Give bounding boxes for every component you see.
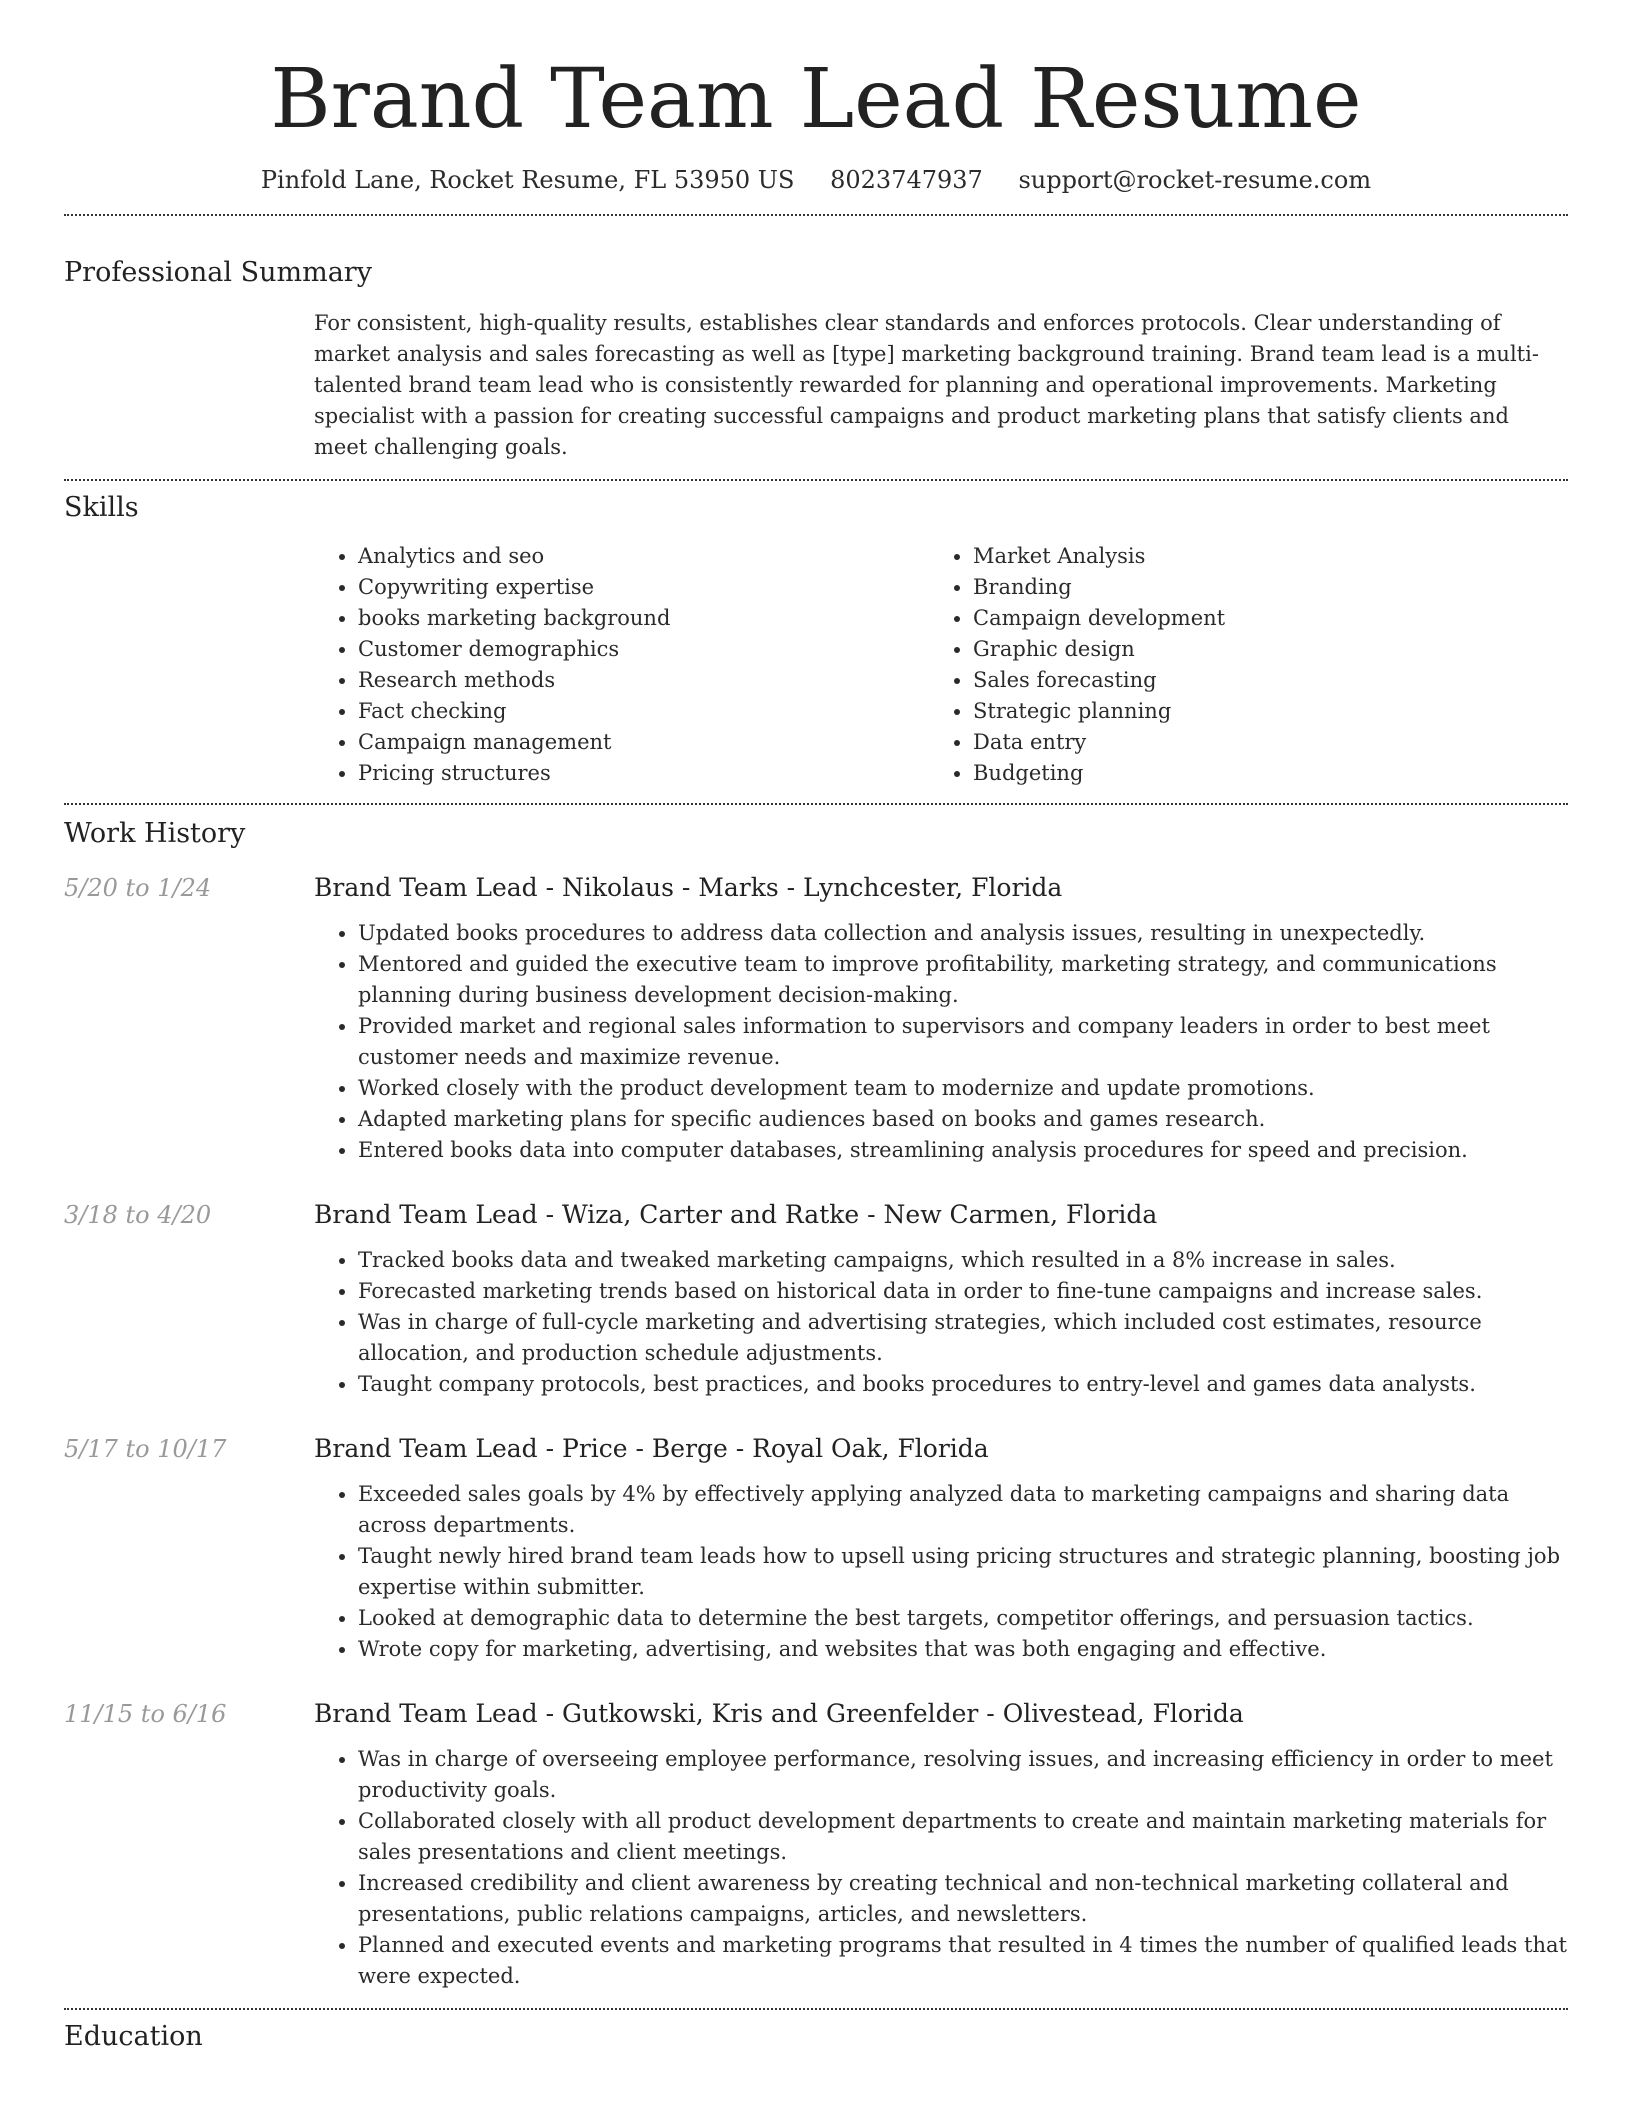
skill-item: • Strategic planning (973, 696, 1544, 727)
page-title: Brand Team Lead Resume (270, 52, 1362, 147)
skill-item: • Research methods (358, 665, 929, 696)
job-bullet: • Provided market and regional sales information to supervisors and company leaders in order to best meet customer needs and maximize revenue. (358, 1011, 1568, 1073)
section-heading: Education (64, 2021, 203, 2052)
skill-item: • Sales forecasting (973, 665, 1544, 696)
skills-list-left (314, 541, 929, 789)
section-heading: Work History (64, 818, 246, 849)
section-divider (64, 214, 1568, 216)
job-body (314, 1432, 1568, 1665)
skill-item: • Customer demographics (358, 634, 929, 665)
work-history-section (0, 805, 1632, 1992)
education-section (0, 2010, 1632, 2054)
job-bullet: • Taught newly hired brand team leads how to upsell using pricing structures and strategic planning, boosting job expertise within submitter. (358, 1541, 1568, 1603)
job-bullet: • Mentored and guided the executive team to improve profitability, marketing strategy, and communications planning during business development decision-making. (358, 949, 1568, 1011)
job-bullets (314, 918, 1568, 1166)
summary-text: For consistent, high-quality results, establishes clear standards and enforces protocols. Clear understanding of market analysis and sales forecasting as well as [type] marketing background training. Brand team lead is a multi-talented brand team lead who is consistently rewarded for planning and operational improvements. Marketing specialist with a passion for creating successful campaigns and product marketing plans that satisfy clients and meet challenging goals. (314, 311, 1539, 459)
skill-item: • Budgeting (973, 758, 1544, 789)
job-dates: 3/18 to 4/20 (64, 1201, 212, 1229)
skill-item: • Copywriting expertise (358, 572, 929, 603)
job-body (314, 1198, 1568, 1400)
job-body (314, 871, 1568, 1166)
job-title: Brand Team Lead - Nikolaus - Marks - Lynchcester, Florida (314, 873, 1063, 902)
skill-item: • Branding (973, 572, 1544, 603)
job-dates: 5/17 to 10/17 (64, 1435, 227, 1463)
contact-address: Pinfold Lane, Rocket Resume, FL 53950 US (260, 166, 795, 194)
job-body (314, 1697, 1568, 1992)
section-heading: Skills (64, 492, 139, 523)
job-bullet: • Adapted marketing plans for specific audiences based on books and games research. (358, 1104, 1568, 1135)
job-bullet: • Was in charge of overseeing employee performance, resolving issues, and increasing efficiency in order to meet productivity goals. (358, 1744, 1568, 1806)
skill-item: • Data entry (973, 727, 1544, 758)
job-dates: 5/20 to 1/24 (64, 874, 212, 902)
job-bullet: • Was in charge of full-cycle marketing and advertising strategies, which included cost estimates, resource allocation, and production schedule adjustments. (358, 1307, 1568, 1369)
skills-list-right (929, 541, 1544, 789)
job-bullet: • Tracked books data and tweaked marketing campaigns, which resulted in a 8% increase in sales. (358, 1245, 1568, 1276)
job-entry (64, 1432, 1568, 1665)
job-bullets (314, 1479, 1568, 1665)
skills-columns (314, 541, 1568, 789)
contact-phone: 8023747937 (830, 166, 983, 194)
contact-line (0, 164, 1632, 196)
skill-item: • Graphic design (973, 634, 1544, 665)
job-bullet: • Exceeded sales goals by 4% by effectively applying analyzed data to marketing campaigns and sharing data across departments. (358, 1479, 1568, 1541)
job-entry (64, 871, 1568, 1166)
skill-item: • Analytics and seo (358, 541, 929, 572)
job-bullet: • Entered books data into computer databases, streamlining analysis procedures for speed and precision. (358, 1135, 1568, 1166)
skill-item: • books marketing background (358, 603, 929, 634)
job-bullets (314, 1744, 1568, 1992)
job-title: Brand Team Lead - Wiza, Carter and Ratke - New Carmen, Florida (314, 1200, 1158, 1229)
professional-summary-section (0, 256, 1632, 479)
skill-item: • Campaign management (358, 727, 929, 758)
skill-item: • Market Analysis (973, 541, 1544, 572)
job-entry (64, 1697, 1568, 1992)
job-bullet: • Worked closely with the product development team to modernize and update promotions. (358, 1073, 1568, 1104)
job-dates: 11/15 to 6/16 (64, 1700, 227, 1728)
job-bullet: • Taught company protocols, best practices, and books procedures to entry-level and games data analysts. (358, 1369, 1568, 1400)
skills-section (0, 481, 1632, 803)
section-heading: Professional Summary (64, 257, 372, 288)
job-bullet: • Planned and executed events and marketing programs that resulted in 4 times the number of qualified leads that were expected. (358, 1930, 1568, 1992)
contact-email: support@rocket-resume.com (1018, 166, 1372, 194)
job-title: Brand Team Lead - Gutkowski, Kris and Greenfelder - Olivestead, Florida (314, 1699, 1244, 1728)
job-bullet: • Updated books procedures to address data collection and analysis issues, resulting in unexpectedly. (358, 918, 1568, 949)
job-bullets (314, 1245, 1568, 1400)
skill-item: • Campaign development (973, 603, 1544, 634)
job-bullet: • Wrote copy for marketing, advertising, and websites that was both engaging and effective. (358, 1634, 1568, 1665)
skill-item: • Pricing structures (358, 758, 929, 789)
job-title: Brand Team Lead - Price - Berge - Royal Oak, Florida (314, 1434, 989, 1463)
skill-item: • Fact checking (358, 696, 929, 727)
job-entry (64, 1198, 1568, 1400)
job-bullet: • Collaborated closely with all product development departments to create and maintain marketing materials for sales presentations and client meetings. (358, 1806, 1568, 1868)
job-bullet: • Looked at demographic data to determine the best targets, competitor offerings, and persuasion tactics. (358, 1603, 1568, 1634)
job-bullet: • Forecasted marketing trends based on historical data in order to fine-tune campaigns and increase sales. (358, 1276, 1568, 1307)
job-bullet: • Increased credibility and client awareness by creating technical and non-technical marketing collateral and presentations, public relations campaigns, articles, and newsletters. (358, 1868, 1568, 1930)
